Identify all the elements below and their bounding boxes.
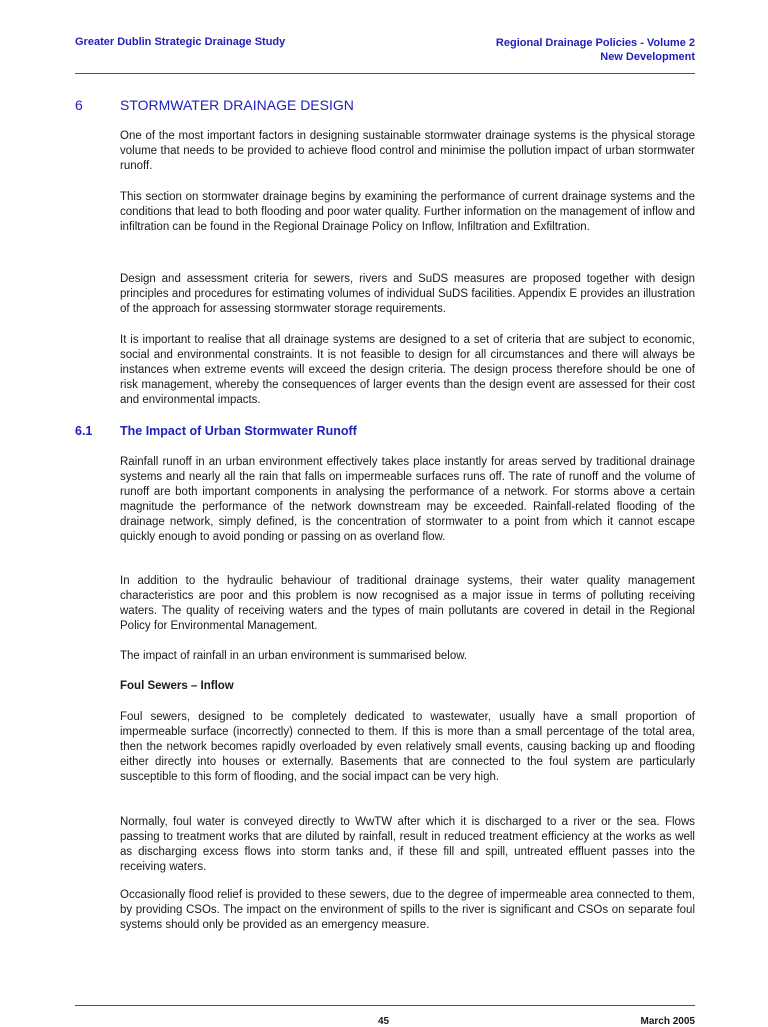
paragraph: Foul sewers, designed to be completely dedicated to wastewater, usually have a small proportion of impermeable surface (incorrectly) connected to them. If this is more than a small percentage of the total area, then the network becomes rapidly overloaded by even relatively small events, causing backing up and flooding either directly into houses or externally. Basements that are connected to the foul system are particularly susceptible to this form of flooding, and the social impact can be very high. (120, 711, 695, 783)
paragraph: In addition to the hydraulic behaviour of traditional drainage systems, their water quality management characteristics are poor and this problem is now recognised as a major issue in terms of polluting receiving waters. The quality of receiving waters and the types of main pollutants are covered in detail in the Regional Policy for Environmental Management. (120, 575, 695, 632)
header-volume-line: Regional Drainage Policies - Volume 2 (495, 37, 695, 49)
section-number: 6 (75, 97, 83, 113)
header-subtitle-line: New Development (600, 51, 695, 63)
paragraph: Rainfall runoff in an urban environment effectively takes place instantly for areas served by traditional drainage systems and nearly all the rain that falls on impermeable surfaces runs off. The rate of runoff and the volume of runoff are both important components in analysing the performance of a network. For storms above a certain magnitude the performance of the network downstream may be exceeded. Rainfall-related flooding of the drainage network, simply defined, is the concentration of stormwater to a point from which it cannot escape quickly enough to avoid ponding or passing on as overland flow. (120, 456, 695, 543)
paragraph: One of the most important factors in designing sustainable stormwater drainage systems is the physical storage volume that needs to be provided to achieve flood control and minimise the pollution impact of urban stormwater runoff. (120, 130, 695, 172)
header-divider (75, 73, 695, 74)
paragraph: Occasionally flood relief is provided to these sewers, due to the degree of impermeable area connected to them, by providing CSOs. The impact on the environment of spills to the river is significant and CSOs on separate foul systems should only be provided as an emergency measure. (120, 889, 695, 931)
footer-divider (75, 1005, 695, 1006)
header-volume-title (496, 36, 695, 64)
footer-date: March 2005 (640, 1016, 695, 1027)
page-number: 45 (378, 1016, 390, 1027)
paragraph: Normally, foul water is conveyed directly to WwTW after which it is discharged to a river or the sea. Flows passing to treatment works that are diluted by rainfall, result in reduced treatment efficiency at the works as well as discharging excess flows into storm tanks and, if these fill and spill, untreated effluent passes into the receiving waters. (120, 816, 695, 873)
subsection-number: 6.1 (75, 424, 93, 438)
foul-sewers-subheading: Foul Sewers – Inflow (120, 680, 234, 692)
section-title: STORMWATER DRAINAGE DESIGN (120, 97, 354, 113)
paragraph: Design and assessment criteria for sewers, rivers and SuDS measures are proposed together with design principles and procedures for estimating volumes of individual SuDS facilities. Appendix E provides an illustration of the approach for assessing stormwater storage requirements. (120, 273, 695, 315)
paragraph: The impact of rainfall in an urban environment is summarised below. (120, 650, 468, 662)
header-study-title: Greater Dublin Strategic Drainage Study (75, 36, 286, 48)
paragraph: It is important to realise that all drainage systems are designed to a set of criteria that are subject to economic, social and environmental constraints. It is not feasible to design for all circumstances and there will always be instances when extreme events will exceed the design criteria. The design process therefore should be one of risk management, whereby the consequences of larger events than the design event are assessed for their cost and environmental impacts. (120, 334, 695, 406)
subsection-title: The Impact of Urban Stormwater Runoff (120, 424, 357, 438)
paragraph: This section on stormwater drainage begins by examining the performance of current drainage systems and the conditions that lead to both flooding and poor water quality. Further information on the management of inflow and infiltration can be found in the Regional Drainage Policy on Inflow, Infiltration and Exfiltration. (120, 191, 695, 233)
